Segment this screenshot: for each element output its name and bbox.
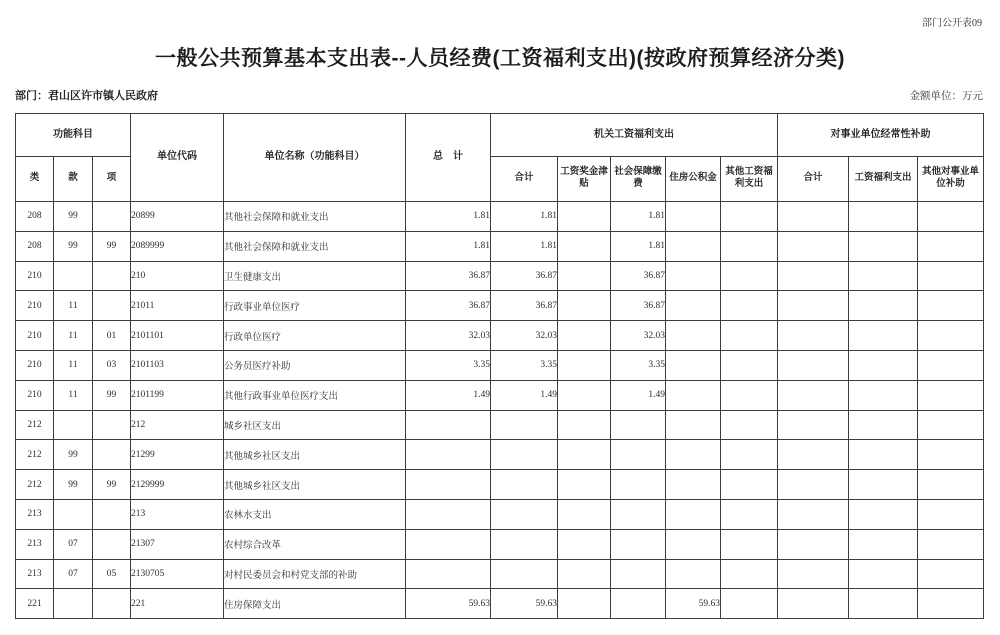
header-lei: 类 <box>16 157 54 202</box>
cell-lei: 212 <box>16 440 54 470</box>
cell-xiang <box>93 499 131 529</box>
cell-kuan: 07 <box>54 559 93 589</box>
cell-xiang <box>93 261 131 291</box>
cell-unit-code: 2130705 <box>131 559 224 589</box>
cell-org-housing <box>666 291 721 321</box>
cell-unit-name: 行政事业单位医疗 <box>224 291 406 321</box>
table-row <box>16 261 984 291</box>
cell-grand-total: 36.87 <box>406 261 491 291</box>
cell-org-social <box>611 499 666 529</box>
table-row <box>16 321 984 351</box>
cell-xiang: 03 <box>93 350 131 380</box>
cell-inst-wage <box>849 499 918 529</box>
header-unit-code: 单位代码 <box>131 114 224 202</box>
cell-kuan <box>54 261 93 291</box>
cell-org-total: 32.03 <box>491 321 558 351</box>
cell-org-total: 1.81 <box>491 202 558 232</box>
cell-inst-wage <box>849 529 918 559</box>
cell-org-housing <box>666 321 721 351</box>
cell-org-other <box>721 529 778 559</box>
cell-inst-wage <box>849 380 918 410</box>
cell-inst-other <box>918 380 984 410</box>
cell-org-other <box>721 231 778 261</box>
cell-org-bonus <box>558 529 611 559</box>
cell-kuan: 11 <box>54 291 93 321</box>
department-label: 部门：君山区许市镇人民政府 <box>15 90 158 102</box>
cell-xiang: 99 <box>93 470 131 500</box>
cell-unit-code: 210 <box>131 261 224 291</box>
cell-inst-wage <box>849 440 918 470</box>
cell-unit-code: 2129999 <box>131 470 224 500</box>
header-func-group: 功能科目 <box>16 114 131 157</box>
cell-lei: 208 <box>16 231 54 261</box>
table-row <box>16 231 984 261</box>
cell-xiang: 05 <box>93 559 131 589</box>
cell-grand-total: 1.49 <box>406 380 491 410</box>
cell-inst-wage <box>849 291 918 321</box>
header-grand-total: 总 计 <box>406 114 491 202</box>
cell-org-bonus <box>558 380 611 410</box>
cell-org-social: 36.87 <box>611 261 666 291</box>
cell-org-total: 59.63 <box>491 589 558 619</box>
cell-inst-total <box>778 202 849 232</box>
header-org-total: 合计 <box>491 157 558 202</box>
amount-unit-label: 金额单位：万元 <box>909 91 983 102</box>
cell-inst-total <box>778 529 849 559</box>
cell-grand-total <box>406 559 491 589</box>
cell-org-bonus <box>558 321 611 351</box>
cell-org-housing <box>666 529 721 559</box>
cell-xiang: 99 <box>93 380 131 410</box>
cell-org-total <box>491 440 558 470</box>
cell-inst-total <box>778 589 849 619</box>
page-title: 一般公共预算基本支出表--人员经费(工资福利支出)(按政府预算经济分类) <box>155 47 845 70</box>
cell-org-total: 3.35 <box>491 350 558 380</box>
cell-inst-wage <box>849 559 918 589</box>
cell-org-social: 1.81 <box>611 231 666 261</box>
cell-org-social: 1.81 <box>611 202 666 232</box>
cell-org-total: 1.49 <box>491 380 558 410</box>
cell-org-other <box>721 350 778 380</box>
cell-grand-total: 1.81 <box>406 202 491 232</box>
cell-inst-other <box>918 470 984 500</box>
cell-org-housing <box>666 261 721 291</box>
cell-org-other <box>721 470 778 500</box>
cell-inst-wage <box>849 410 918 440</box>
cell-inst-wage <box>849 202 918 232</box>
cell-org-other <box>721 321 778 351</box>
cell-org-housing <box>666 231 721 261</box>
cell-unit-code: 213 <box>131 499 224 529</box>
cell-inst-wage <box>849 470 918 500</box>
cell-org-bonus <box>558 470 611 500</box>
cell-org-bonus <box>558 499 611 529</box>
cell-kuan: 99 <box>54 202 93 232</box>
cell-org-other <box>721 410 778 440</box>
cell-inst-other <box>918 499 984 529</box>
cell-inst-total <box>778 559 849 589</box>
cell-unit-code: 2101199 <box>131 380 224 410</box>
cell-lei: 221 <box>16 589 54 619</box>
cell-xiang <box>93 529 131 559</box>
cell-org-housing <box>666 559 721 589</box>
cell-org-total: 36.87 <box>491 291 558 321</box>
cell-xiang <box>93 589 131 619</box>
table-row <box>16 202 984 232</box>
cell-unit-name: 公务员医疗补助 <box>224 350 406 380</box>
header-kuan: 款 <box>54 157 93 202</box>
cell-kuan: 11 <box>54 380 93 410</box>
cell-grand-total: 36.87 <box>406 291 491 321</box>
cell-org-bonus <box>558 291 611 321</box>
cell-kuan: 11 <box>54 350 93 380</box>
cell-xiang <box>93 410 131 440</box>
cell-inst-other <box>918 321 984 351</box>
cell-unit-name: 住房保障支出 <box>224 589 406 619</box>
cell-org-other <box>721 202 778 232</box>
table-row <box>16 470 984 500</box>
cell-org-total <box>491 529 558 559</box>
cell-org-bonus <box>558 440 611 470</box>
cell-unit-name: 其他社会保障和就业支出 <box>224 202 406 232</box>
cell-grand-total <box>406 499 491 529</box>
cell-grand-total: 32.03 <box>406 321 491 351</box>
cell-org-other <box>721 261 778 291</box>
cell-org-other <box>721 380 778 410</box>
cell-grand-total <box>406 410 491 440</box>
cell-unit-name: 其他城乡社区支出 <box>224 470 406 500</box>
cell-unit-name: 卫生健康支出 <box>224 261 406 291</box>
cell-lei: 210 <box>16 350 54 380</box>
cell-org-bonus <box>558 410 611 440</box>
header-xiang: 项 <box>93 157 131 202</box>
header-org-bonus: 工资奖金津贴 <box>558 157 611 202</box>
cell-org-other <box>721 291 778 321</box>
cell-inst-total <box>778 410 849 440</box>
cell-grand-total <box>406 440 491 470</box>
cell-unit-name: 城乡社区支出 <box>224 410 406 440</box>
cell-org-housing <box>666 470 721 500</box>
cell-org-social <box>611 529 666 559</box>
cell-unit-code: 2101101 <box>131 321 224 351</box>
cell-unit-name: 农村综合改革 <box>224 529 406 559</box>
cell-org-housing <box>666 410 721 440</box>
cell-inst-total <box>778 499 849 529</box>
cell-inst-total <box>778 261 849 291</box>
cell-org-other <box>721 589 778 619</box>
cell-org-total: 36.87 <box>491 261 558 291</box>
cell-unit-name: 其他社会保障和就业支出 <box>224 231 406 261</box>
cell-unit-name: 行政单位医疗 <box>224 321 406 351</box>
cell-org-bonus <box>558 589 611 619</box>
cell-org-bonus <box>558 559 611 589</box>
cell-lei: 213 <box>16 499 54 529</box>
meta-row <box>15 87 983 103</box>
cell-xiang <box>93 291 131 321</box>
cell-org-social: 3.35 <box>611 350 666 380</box>
cell-inst-wage <box>849 589 918 619</box>
budget-table-body <box>16 202 984 619</box>
cell-kuan <box>54 410 93 440</box>
budget-table <box>15 113 984 619</box>
cell-inst-wage <box>849 231 918 261</box>
cell-org-social: 32.03 <box>611 321 666 351</box>
cell-unit-code: 2089999 <box>131 231 224 261</box>
table-row <box>16 291 984 321</box>
cell-lei: 210 <box>16 261 54 291</box>
cell-org-bonus <box>558 350 611 380</box>
cell-org-social: 1.49 <box>611 380 666 410</box>
cell-org-bonus <box>558 202 611 232</box>
cell-grand-total: 3.35 <box>406 350 491 380</box>
cell-inst-other <box>918 291 984 321</box>
cell-kuan <box>54 589 93 619</box>
cell-inst-wage <box>849 261 918 291</box>
cell-xiang: 01 <box>93 321 131 351</box>
cell-org-housing <box>666 380 721 410</box>
cell-xiang <box>93 440 131 470</box>
cell-unit-code: 21011 <box>131 291 224 321</box>
cell-unit-code: 2101103 <box>131 350 224 380</box>
header-org-social: 社会保障缴费 <box>611 157 666 202</box>
cell-inst-total <box>778 380 849 410</box>
cell-unit-code: 212 <box>131 410 224 440</box>
header-unit-name: 单位名称（功能科目） <box>224 114 406 202</box>
cell-inst-other <box>918 589 984 619</box>
header-inst-wage: 工资福利支出 <box>849 157 918 202</box>
cell-unit-code: 221 <box>131 589 224 619</box>
cell-inst-other <box>918 440 984 470</box>
header-inst-total: 合计 <box>778 157 849 202</box>
cell-lei: 210 <box>16 321 54 351</box>
cell-inst-total <box>778 440 849 470</box>
table-row <box>16 410 984 440</box>
cell-org-social <box>611 589 666 619</box>
cell-org-other <box>721 440 778 470</box>
cell-inst-other <box>918 559 984 589</box>
header-org-housing: 住房公积金 <box>666 157 721 202</box>
cell-lei: 212 <box>16 410 54 440</box>
cell-unit-name: 对村民委员会和村党支部的补助 <box>224 559 406 589</box>
cell-org-housing <box>666 350 721 380</box>
table-row <box>16 350 984 380</box>
cell-org-social <box>611 410 666 440</box>
cell-lei: 210 <box>16 380 54 410</box>
cell-kuan: 99 <box>54 231 93 261</box>
table-row <box>16 499 984 529</box>
cell-inst-total <box>778 470 849 500</box>
cell-org-total <box>491 470 558 500</box>
cell-org-housing <box>666 499 721 529</box>
cell-xiang <box>93 202 131 232</box>
cell-org-social: 36.87 <box>611 291 666 321</box>
cell-org-housing <box>666 440 721 470</box>
cell-grand-total: 1.81 <box>406 231 491 261</box>
cell-kuan: 99 <box>54 440 93 470</box>
cell-org-other <box>721 499 778 529</box>
cell-kuan: 99 <box>54 470 93 500</box>
cell-grand-total <box>406 529 491 559</box>
cell-org-bonus <box>558 231 611 261</box>
cell-inst-wage <box>849 321 918 351</box>
cell-inst-wage <box>849 350 918 380</box>
doc-code-label: 部门公开表09 <box>922 18 982 29</box>
cell-kuan: 07 <box>54 529 93 559</box>
cell-unit-code: 21299 <box>131 440 224 470</box>
cell-org-social <box>611 470 666 500</box>
cell-grand-total: 59.63 <box>406 589 491 619</box>
cell-org-social <box>611 440 666 470</box>
table-row <box>16 589 984 619</box>
cell-grand-total <box>406 470 491 500</box>
cell-inst-other <box>918 350 984 380</box>
cell-unit-name: 农林水支出 <box>224 499 406 529</box>
cell-lei: 212 <box>16 470 54 500</box>
cell-org-total <box>491 559 558 589</box>
cell-lei: 210 <box>16 291 54 321</box>
cell-org-social <box>611 559 666 589</box>
table-row <box>16 559 984 589</box>
cell-lei: 213 <box>16 559 54 589</box>
table-row <box>16 529 984 559</box>
header-org-other: 其他工资福利支出 <box>721 157 778 202</box>
cell-inst-other <box>918 202 984 232</box>
table-row <box>16 380 984 410</box>
header-inst-other: 其他对事业单位补助 <box>918 157 984 202</box>
cell-kuan <box>54 499 93 529</box>
cell-kuan: 11 <box>54 321 93 351</box>
cell-lei: 208 <box>16 202 54 232</box>
cell-inst-other <box>918 231 984 261</box>
cell-inst-other <box>918 261 984 291</box>
cell-inst-total <box>778 231 849 261</box>
cell-inst-other <box>918 529 984 559</box>
table-row <box>16 440 984 470</box>
cell-inst-total <box>778 350 849 380</box>
cell-org-housing <box>666 202 721 232</box>
cell-unit-name: 其他城乡社区支出 <box>224 440 406 470</box>
cell-org-total: 1.81 <box>491 231 558 261</box>
cell-org-total <box>491 410 558 440</box>
cell-unit-name: 其他行政事业单位医疗支出 <box>224 380 406 410</box>
cell-unit-code: 21307 <box>131 529 224 559</box>
cell-org-housing: 59.63 <box>666 589 721 619</box>
cell-inst-other <box>918 410 984 440</box>
cell-org-bonus <box>558 261 611 291</box>
cell-xiang: 99 <box>93 231 131 261</box>
cell-org-total <box>491 499 558 529</box>
header-inst-group: 对事业单位经常性补助 <box>778 114 984 157</box>
cell-lei: 213 <box>16 529 54 559</box>
header-org-group: 机关工资福利支出 <box>491 114 778 157</box>
cell-unit-code: 20899 <box>131 202 224 232</box>
cell-org-other <box>721 559 778 589</box>
cell-inst-total <box>778 291 849 321</box>
cell-inst-total <box>778 321 849 351</box>
